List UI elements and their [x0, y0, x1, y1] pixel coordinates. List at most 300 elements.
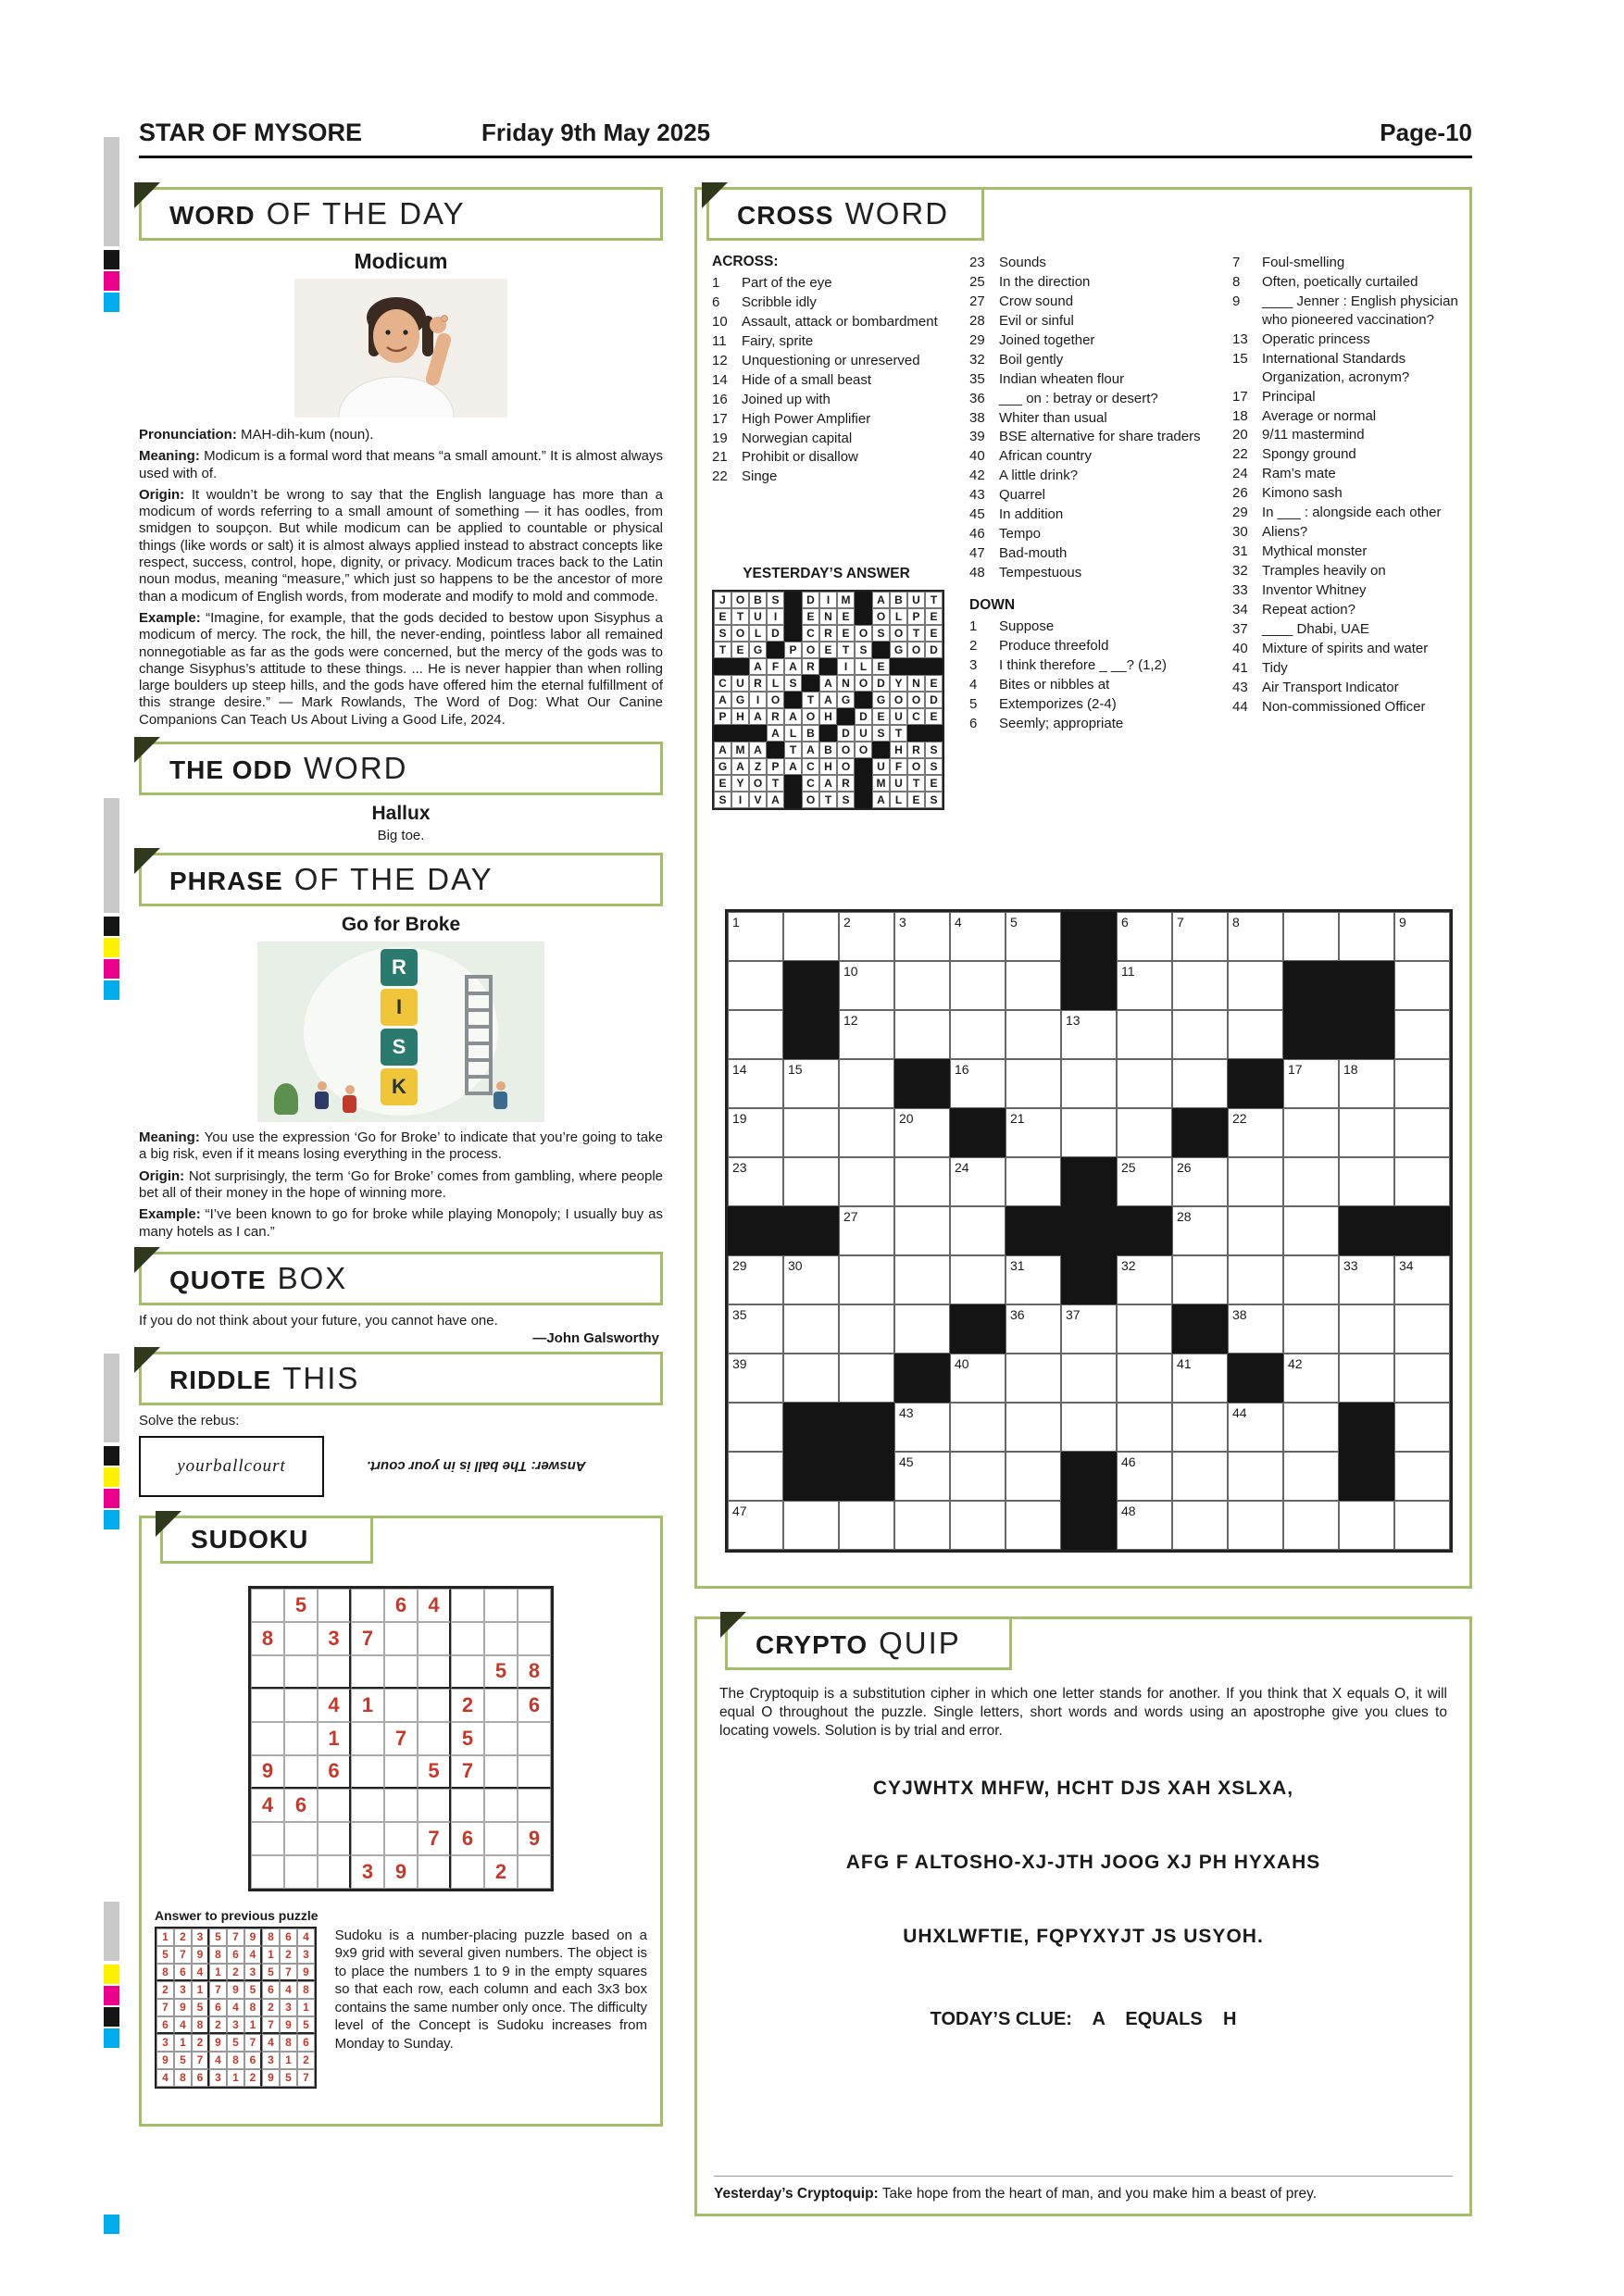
registration-mark [104, 271, 119, 291]
clue-number: 46 [969, 526, 985, 543]
entry-paragraph: Origin: Not surprisingly, the term ‘Go for Broke’ comes from gambling, where people bet all of their money in the hope of winning more. [139, 1167, 663, 1201]
answer-letter-cell: L [855, 658, 872, 675]
risk-blocks-illustration [257, 942, 544, 1122]
sudoku-cell: 6 [318, 1755, 351, 1789]
answer-letter-cell: O [802, 642, 819, 658]
registration-mark [104, 2028, 119, 2048]
crossword-clue [1232, 504, 1464, 522]
crossword-black-cell [783, 1206, 839, 1255]
crossword-clue [712, 352, 951, 370]
registration-mark [104, 1446, 119, 1466]
answer-letter-cell: E [925, 708, 943, 725]
section-title-light: OF THE DAY [294, 862, 493, 897]
crossword-cell [894, 1255, 950, 1304]
clue-number: 24 [1232, 466, 1248, 482]
cryptoquip-section [694, 1616, 1472, 2216]
answer-letter-cell: I [749, 692, 767, 708]
answer-black-cell [784, 775, 802, 792]
answer-black-cell [925, 658, 943, 675]
rebus-row [139, 1436, 663, 1497]
entry-label: Example: [139, 1206, 206, 1223]
clue-text: Unquestioning or unreserved [742, 352, 920, 368]
crossword-cell [1228, 1304, 1283, 1354]
crossword-cell [783, 1108, 839, 1157]
sudoku-cell: 4 [251, 1789, 284, 1822]
cryptoquip-cipher-line: AFG F ALTOSHO-XJ-JTH JOOG XJ PH HYXAHS [845, 1852, 1321, 1874]
crossword-cell [1117, 1501, 1172, 1550]
crossword-clue [969, 505, 1218, 524]
crossword-cell [1006, 1059, 1061, 1108]
cell-number: 12 [843, 1013, 858, 1028]
cell-number: 13 [1066, 1013, 1081, 1028]
answer-letter-cell: U [907, 592, 925, 608]
answer-black-cell [872, 742, 890, 758]
clue-text: Inventor Whitney [1262, 581, 1367, 598]
cryptoquip-yesterday-label: Yesterday’s Cryptoquip: [714, 2186, 879, 2202]
crossword-cell [728, 1010, 783, 1059]
clue-number: 8 [1232, 273, 1241, 290]
crossword-clue [1232, 679, 1464, 697]
sudoku-cell [451, 1655, 484, 1689]
crossword-cell [1061, 1304, 1117, 1354]
answer-letter-cell: N [907, 675, 925, 692]
answer-letter-cell: B [890, 592, 907, 608]
answer-black-cell [819, 658, 837, 675]
sudoku-answer-cell: 7 [192, 2052, 209, 2069]
answer-letter-cell: D [837, 725, 855, 742]
section-title-strong: RIDDLE [169, 1365, 272, 1394]
clue-number: 32 [969, 351, 985, 368]
section-title-light: OF THE DAY [266, 196, 466, 231]
clue-number: 15 [1232, 350, 1248, 367]
clue-number: 23 [969, 255, 985, 270]
answer-black-cell [784, 608, 802, 625]
sudoku-cell [484, 1689, 518, 1722]
answer-letter-cell: E [907, 792, 925, 808]
answer-letter-cell: U [749, 608, 767, 625]
crossword-cell [1394, 1010, 1450, 1059]
clue-number: 25 [969, 273, 985, 290]
clue-text: ____ Dhabi, UAE [1262, 620, 1369, 637]
clue-number: 18 [1232, 407, 1248, 424]
odd-word: Hallux [371, 803, 431, 825]
crossword-cell [1117, 1059, 1172, 1108]
answer-black-cell [907, 658, 925, 675]
crossword-black-cell [1061, 1501, 1117, 1550]
clue-number: 32 [1232, 563, 1248, 579]
crossword-cell [1339, 1108, 1394, 1157]
crossword-cell [950, 1452, 1006, 1501]
cell-number: 3 [899, 915, 906, 930]
person-figure [315, 1081, 329, 1109]
cell-number: 11 [1121, 964, 1135, 979]
answer-letter-cell: L [890, 608, 907, 625]
answer-black-cell [925, 725, 943, 742]
answer-letter-cell: P [714, 708, 731, 725]
cell-number: 39 [732, 1356, 747, 1371]
cryptoquip-yesterday-text: Take hope from the heart of man, and you make him a beast of prey. [881, 2186, 1318, 2202]
crossword-cell [950, 1206, 1006, 1255]
crossword-clues-area [697, 254, 1469, 909]
answer-letter-cell: A [749, 742, 767, 758]
answer-letter-cell: T [767, 775, 784, 792]
answer-letter-cell: B [802, 725, 819, 742]
crossword-cell [1228, 1255, 1283, 1304]
crossword-cell [783, 912, 839, 961]
answer-letter-cell: R [749, 675, 767, 692]
sudoku-cell [384, 1622, 418, 1655]
sudoku-cell: 2 [484, 1855, 518, 1889]
answer-letter-cell: E [872, 658, 890, 675]
crossword-cell [728, 961, 783, 1010]
clue-text: Crow sound [999, 293, 1074, 309]
answer-black-cell [855, 692, 872, 708]
sudoku-cell [351, 1822, 384, 1855]
sudoku-answer-cell: 1 [192, 1981, 209, 1999]
crossword-clue [1232, 620, 1464, 639]
clue-number: 28 [969, 312, 985, 329]
crossword-cell [1394, 1501, 1450, 1550]
answer-letter-cell: T [819, 792, 837, 808]
answer-letter-cell: Y [731, 775, 749, 792]
crossword-cell [1172, 1059, 1228, 1108]
answer-letter-cell: A [872, 592, 890, 608]
crossword-cell [728, 1059, 783, 1108]
clue-number: 17 [712, 410, 728, 427]
answer-letter-cell: O [767, 692, 784, 708]
sudoku-answer-cell: 4 [280, 1981, 297, 1999]
crossword-cell [1006, 1108, 1061, 1157]
answer-letter-cell: A [819, 775, 837, 792]
section-title-strong: THE ODD [169, 755, 293, 785]
sudoku-cell [251, 1689, 284, 1722]
answer-letter-cell: O [855, 742, 872, 758]
sudoku-answer-cell: 3 [156, 2034, 174, 2052]
answer-letter-cell: A [767, 792, 784, 808]
clue-text: In ___ : alongside each other [1262, 505, 1442, 521]
cell-number: 14 [732, 1062, 747, 1077]
sudoku-answer-cell: 7 [280, 1964, 297, 1981]
crossword-cell [1117, 961, 1172, 1010]
section-title-strong: QUOTE [169, 1265, 267, 1294]
crossword-black-cell [1339, 1403, 1394, 1452]
sudoku-answer-cell: 6 [209, 1999, 227, 2016]
crossword-cell [1117, 1403, 1172, 1452]
crossword-black-cell [1172, 1108, 1228, 1157]
sudoku-cell [318, 1589, 351, 1622]
answer-letter-cell: O [855, 625, 872, 642]
cell-number: 1 [732, 915, 740, 930]
crossword-clue [1232, 601, 1464, 619]
crossword-clue [969, 467, 1218, 485]
crossword-cell [950, 1255, 1006, 1304]
answer-letter-cell: O [890, 692, 907, 708]
cell-number: 35 [732, 1307, 747, 1322]
sudoku-cell: 6 [518, 1689, 551, 1722]
crossword-cell [839, 961, 894, 1010]
clue-text: Tidy [1262, 659, 1288, 676]
page-number: Page-10 [1380, 119, 1472, 146]
answer-letter-cell: S [714, 625, 731, 642]
crossword-cell [1283, 912, 1339, 961]
crossword-clue [969, 447, 1218, 466]
cell-number: 16 [955, 1062, 969, 1077]
crossword-cell [894, 961, 950, 1010]
phrase-title-box [139, 853, 663, 906]
sudoku-instructions: Sudoku is a number-placing puzzle based on a 9x9 grid with several given numbers. The object is to place the numbers 1 to 9 in the empty squares so that each row, each column and each 3x3 box contains the same number only once. The difficulty level of the Concept is Sudoku increases from Monday to Sunday. [334, 1927, 647, 2052]
sudoku-cell [384, 1822, 418, 1855]
crossword-cell [1228, 1010, 1283, 1059]
crossword-cell [1283, 1255, 1339, 1304]
answer-letter-cell: S [855, 642, 872, 658]
answer-black-cell [784, 792, 802, 808]
sudoku-cell: 4 [318, 1689, 351, 1722]
crossword-cell [1172, 1403, 1228, 1452]
crossword-black-cell [1283, 961, 1339, 1010]
across-clues-1 [712, 274, 951, 486]
clue-text: Extemporizes (2-4) [999, 695, 1117, 712]
sudoku-answer-cell: 6 [156, 2016, 174, 2034]
clue-number: 17 [1232, 388, 1248, 405]
crossword-cell [728, 1354, 783, 1403]
clue-text: BSE alternative for share traders [999, 429, 1201, 445]
crossword-cell [1228, 1403, 1283, 1452]
crossword-clue [969, 312, 1218, 331]
crossword-cell [783, 1157, 839, 1206]
right-column [694, 178, 1472, 2216]
sudoku-cell: 7 [451, 1755, 484, 1789]
crossword-cell [1006, 912, 1061, 961]
sudoku-cell [451, 1622, 484, 1655]
cell-number: 30 [788, 1258, 803, 1273]
clue-text: In addition [999, 506, 1064, 523]
clue-text: Joined together [999, 331, 1095, 348]
word-of-the-day-title-box [139, 187, 663, 241]
answer-letter-cell: O [872, 608, 890, 625]
clue-number: 11 [712, 332, 727, 349]
crossword-clue [712, 468, 951, 486]
answer-letter-cell: I [819, 592, 837, 608]
clue-text: Part of the eye [742, 275, 832, 291]
answer-letter-cell: R [802, 658, 819, 675]
clue-number: 20 [1232, 427, 1248, 443]
answer-letter-cell: A [872, 792, 890, 808]
sudoku-answer-cell: 9 [209, 2034, 227, 2052]
crossword-black-cell [1339, 1010, 1394, 1059]
cell-number: 6 [1121, 915, 1129, 930]
sudoku-cell [418, 1689, 451, 1722]
clue-text: Repeat action? [1262, 601, 1355, 618]
clue-text: Produce threefold [999, 637, 1109, 654]
yesterday-answer-label: YESTERDAY’S ANSWER [743, 566, 910, 582]
fold-corner-icon [134, 182, 160, 208]
crossword-cell [728, 1304, 783, 1354]
sudoku-answer-cell: 6 [227, 1946, 244, 1964]
cell-number: 2 [843, 915, 851, 930]
crossword-clue [969, 544, 1218, 563]
clue-number: 1 [969, 618, 978, 634]
sudoku-cell [451, 1855, 484, 1889]
sudoku-answer-cell: 1 [280, 2052, 297, 2069]
crossword-cell [1172, 1157, 1228, 1206]
crossword-cell [950, 1059, 1006, 1108]
crossword-cell [1117, 1354, 1172, 1403]
crossword-black-cell [1117, 1206, 1172, 1255]
crossword-cell [894, 1010, 950, 1059]
answer-letter-cell: S [925, 792, 943, 808]
clue-text: Evil or sinful [999, 312, 1074, 329]
sudoku-answer-cell: 8 [156, 1964, 174, 1981]
answer-letter-cell: L [749, 625, 767, 642]
crossword-cell [1394, 1452, 1450, 1501]
sudoku-cell [284, 1722, 318, 1755]
sudoku-cell [484, 1789, 518, 1822]
cell-number: 44 [1232, 1405, 1247, 1420]
clue-number: 42 [969, 468, 985, 484]
fold-corner-icon [134, 1247, 160, 1273]
sudoku-answer-cell: 6 [244, 2052, 262, 2069]
crossword-cell [950, 1157, 1006, 1206]
sudoku-answer-cell: 7 [209, 1981, 227, 1999]
section-title-light: THIS [282, 1360, 360, 1395]
answer-letter-cell: O [837, 758, 855, 775]
sudoku-answer-cell: 6 [297, 2034, 315, 2052]
entry-paragraph: Example: “Imagine, for example, that the gods decided to bestow upon Sisyphus a modicum of mercy. The rock, the hill, the never-ending, pointless labor all remained nonnegotiable as far as the gods were concerned, but the mercy of the gods was to change Sisyphus’s attitude to these things. ... He is never happier than when rolling large boulders up steep hills, and the gods have offered him the eternal fulfillment of this strange desire.” — Mark Rowlands, The Word of Dog: What Our Canine Companions Can Teach Us About Living a Good Life, 2024. [139, 609, 663, 728]
crossword-clue [1232, 407, 1464, 426]
sudoku-answer-cell: 8 [174, 2069, 192, 2087]
sudoku-cell [384, 1789, 418, 1822]
sudoku-cell [451, 1589, 484, 1622]
crossword-cell [1117, 1255, 1172, 1304]
cryptoquip-title-box [725, 1616, 1012, 1670]
clue-number: 40 [969, 448, 985, 465]
crossword-cell [1061, 1059, 1117, 1108]
entry-label: Origin: [139, 486, 192, 503]
answer-letter-cell: F [767, 658, 784, 675]
crossword-cell [839, 1157, 894, 1206]
cell-number: 34 [1399, 1258, 1414, 1273]
answer-letter-cell: A [749, 658, 767, 675]
sudoku-cell: 5 [484, 1655, 518, 1689]
sudoku-answer-cell: 6 [262, 1981, 280, 1999]
cell-number: 47 [732, 1504, 747, 1518]
answer-letter-cell: D [802, 592, 819, 608]
sudoku-cell: 9 [384, 1855, 418, 1889]
sudoku-cell [351, 1655, 384, 1689]
sudoku-answer-cell: 9 [244, 1928, 262, 1946]
crossword-clue [1232, 293, 1464, 330]
sudoku-cell: 7 [384, 1722, 418, 1755]
crossword-clue [969, 293, 1218, 311]
answer-letter-cell: T [890, 725, 907, 742]
crossword-cell [1006, 1501, 1061, 1550]
cell-number: 4 [955, 915, 962, 930]
entry-paragraph: Meaning: Modicum is a formal word that means “a small amount.” It is almost always used with of. [139, 448, 663, 481]
answer-letter-cell: Y [890, 675, 907, 692]
answer-letter-cell: T [714, 642, 731, 658]
crossword-cell [728, 1501, 783, 1550]
odd-word-title-box [139, 742, 663, 795]
registration-mark [104, 917, 119, 936]
cell-number: 41 [1177, 1356, 1192, 1371]
clue-number: 34 [1232, 601, 1248, 618]
cell-number: 21 [1010, 1111, 1025, 1126]
clue-text: Often, poetically curtailed [1262, 273, 1418, 290]
clue-text: Average or normal [1262, 407, 1377, 424]
crossword-cell [1339, 1501, 1394, 1550]
answer-black-cell [731, 725, 749, 742]
clue-number: 12 [712, 352, 728, 368]
sudoku-cell [418, 1655, 451, 1689]
sudoku-section [139, 1516, 663, 2127]
cell-number: 5 [1010, 915, 1018, 930]
answer-letter-cell: R [907, 742, 925, 758]
crossword-clue [712, 430, 951, 448]
crossword-black-cell [894, 1059, 950, 1108]
risk-block-letter: R [381, 949, 418, 986]
sudoku-answer-cell: 6 [192, 2069, 209, 2087]
clue-text: Operatic princess [1262, 331, 1370, 347]
crossword-cell [728, 1403, 783, 1452]
answer-letter-cell: E [731, 642, 749, 658]
sudoku-cell [251, 1855, 284, 1889]
crossword-cell [1006, 1255, 1061, 1304]
ladder-icon [465, 975, 493, 1095]
answer-letter-cell: N [819, 608, 837, 625]
registration-mark [104, 1965, 119, 1984]
answer-letter-cell: G [714, 758, 731, 775]
clue-text: Bites or nibbles at [999, 676, 1110, 693]
sudoku-answer-cell: 5 [156, 1946, 174, 1964]
answer-letter-cell: T [837, 642, 855, 658]
crossword-clue [1232, 350, 1464, 387]
answer-black-cell [907, 725, 925, 742]
crossword-cell [1394, 1255, 1450, 1304]
sudoku-answer-cell: 2 [209, 2016, 227, 2034]
section-title-strong: PHRASE [169, 867, 283, 896]
sudoku-cell [518, 1755, 551, 1789]
clue-text: Singe [742, 468, 778, 485]
crossword-cell [1172, 1255, 1228, 1304]
clue-text: Tempo [999, 526, 1042, 543]
sudoku-puzzle-grid [248, 1586, 554, 1891]
clue-number: 31 [1232, 543, 1248, 560]
clue-text: ____ Jenner : English physician who pioneered vaccination? [1262, 293, 1458, 328]
clue-number: 30 [1232, 524, 1248, 541]
sudoku-cell [318, 1655, 351, 1689]
answer-letter-cell: N [837, 675, 855, 692]
crossword-cell [1006, 1354, 1061, 1403]
cell-number: 45 [899, 1454, 914, 1469]
sudoku-answer-cell: 5 [209, 1928, 227, 1946]
answer-letter-cell: R [767, 708, 784, 725]
crossword-cell [839, 1304, 894, 1354]
answer-letter-cell: U [890, 775, 907, 792]
crossword-cell [1006, 961, 1061, 1010]
answer-letter-cell: C [802, 625, 819, 642]
crossword-cell [1228, 1452, 1283, 1501]
crossword-clue [712, 274, 951, 293]
sudoku-cell [418, 1722, 451, 1755]
sudoku-cell [284, 1622, 318, 1655]
sudoku-cell [284, 1822, 318, 1855]
answer-letter-cell: S [784, 675, 802, 692]
crossword-cell [783, 1059, 839, 1108]
crossword-clue [969, 273, 1218, 292]
fold-corner-icon [134, 737, 160, 763]
entry-paragraph: Pronunciation: MAH-dih-kum (noun). [139, 427, 374, 443]
answer-letter-cell: E [819, 642, 837, 658]
